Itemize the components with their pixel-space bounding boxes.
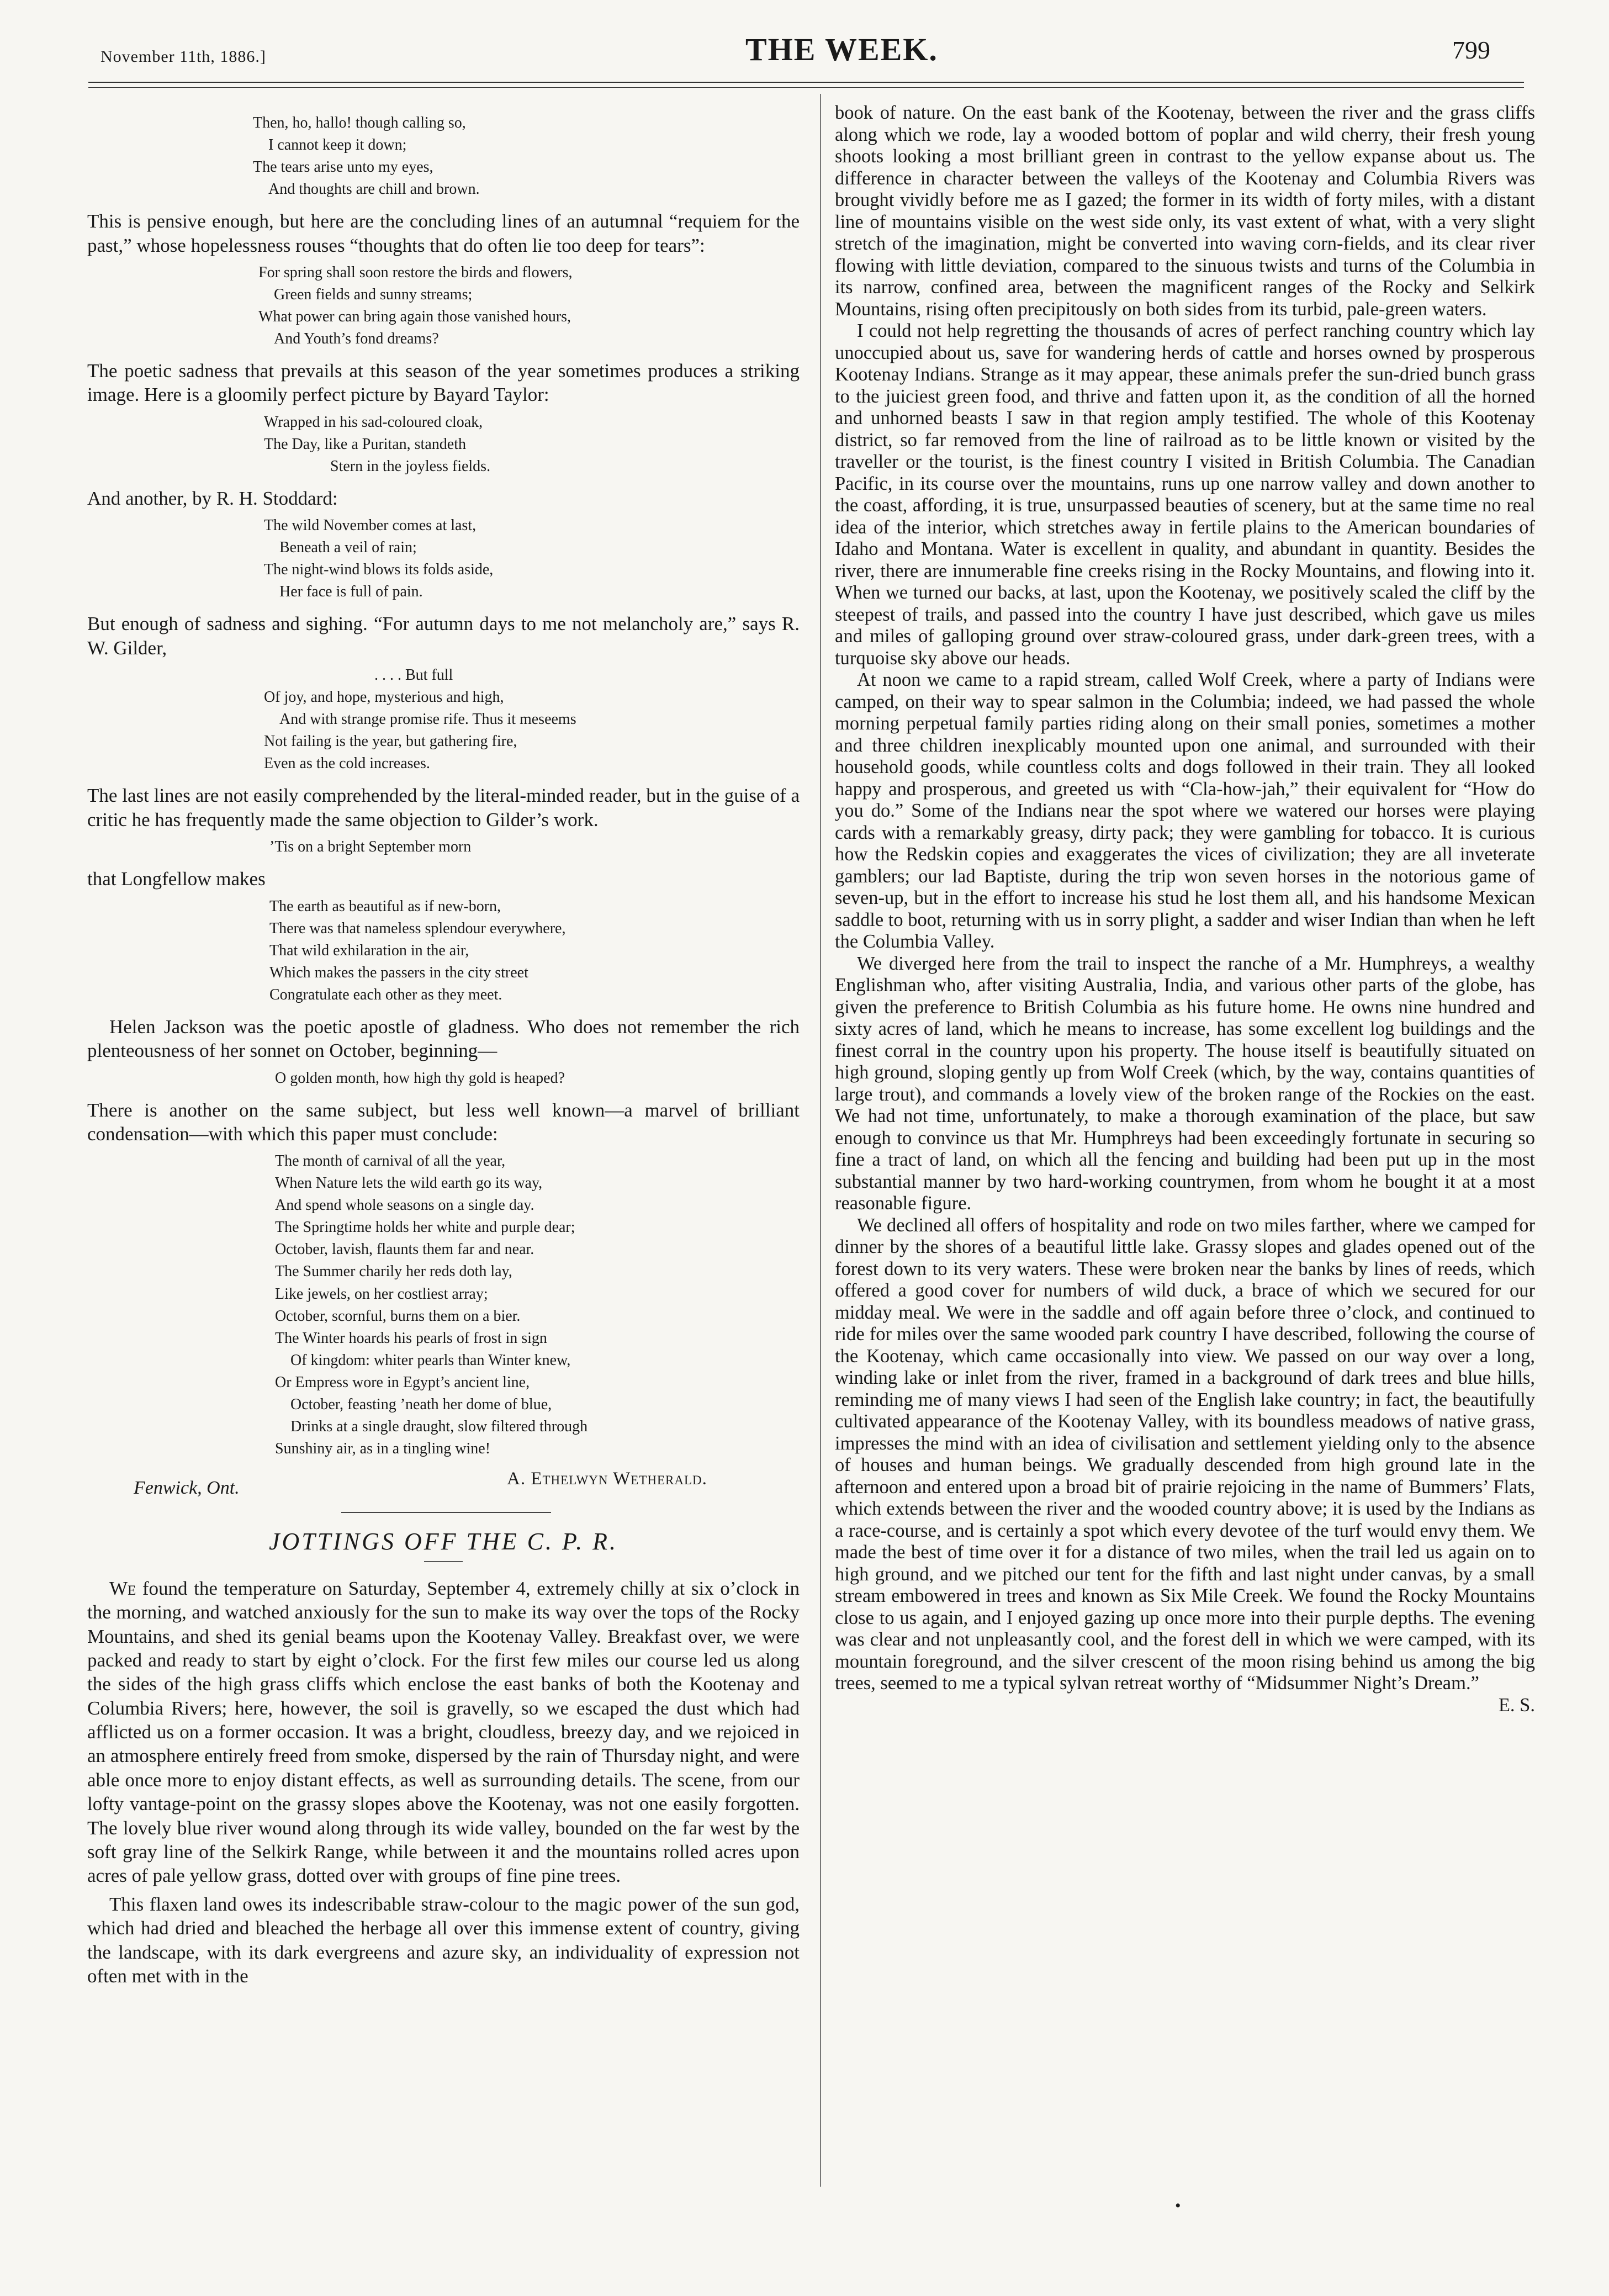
poem-line: And with strange promise rife. Thus it meseems [279, 711, 576, 728]
poem-line: What power can bring again those vanished hours, [258, 308, 571, 325]
paragraph: that Longfellow makes [87, 868, 266, 890]
paragraph: At noon we came to a rapid stream, called Wolf Creek, where a party of Indians were camped, on their way to spear salmon in the Columbia; indeed, we had passed the whole morning perpetual family parties riding along on their small ponies, sometimes a mother and three children inexplicably mounted upon one animal, and surrounded with their household goods, while countless colts and dogs followed in their train. They all looked happy and prosperous, and greeted us with “Cla-how-jah,” their equivalent for “How do you do.” Some of the Indians near the spot where we watered our horses were playing cards with a remarkably greasy, dirty pack; they were gambling for tobacco. It is curious how the Redskin copies and exaggerates the vices of civilization; they are all inveterate gamblers; our lad Baptiste, during the trip won seven horses in the notorious game of seven-up, but in the effort to increase his stud he lost them all, and his handsome Mexican saddle to boot, returning with us in sorry plight, a sadder and wiser Indian than when he left the Columbia Valley. [835, 669, 1535, 952]
poem-line: The Summer charily her reds doth lay, [275, 1263, 512, 1281]
poem-stanza [258, 262, 800, 350]
section-divider [341, 1512, 551, 1513]
signature-author: A. Ethelwyn Wetherald. [507, 1468, 707, 1489]
poem-line: Even as the cold increases. [264, 755, 430, 773]
poem-line: Stern in the joyless fields. [330, 457, 491, 475]
paragraph [87, 1576, 800, 1888]
right-column [835, 102, 1535, 1716]
poem-line: Of kingdom: whiter pearls than Winter knew, [290, 1351, 571, 1369]
column-divider [820, 94, 821, 2187]
poem-line: The Springtime holds her white and purple dear; [275, 1219, 575, 1236]
poem-line: The night-wind blows its folds aside, [264, 561, 494, 579]
masthead-title: THE WEEK. [745, 31, 938, 67]
poem-line: Green fields and sunny streams; [274, 285, 473, 303]
poem-line: The wild November comes at last, [264, 517, 477, 535]
paragraph: And another, by R. H. Stoddard: [87, 487, 338, 509]
paragraph [835, 1214, 1535, 1716]
poem-stanza [264, 411, 800, 478]
poem-line: When Nature lets the wild earth go its way, [275, 1175, 543, 1192]
signature-block [87, 1469, 800, 1502]
poem-line: . . . . But full [374, 666, 453, 684]
poem-line: October, scornful, burns them on a bier. [275, 1307, 521, 1325]
poem-line: Her face is full of pain. [279, 583, 423, 601]
header-rule [88, 82, 1524, 83]
poem-line: October, lavish, flaunts them far and near. [275, 1241, 534, 1258]
title-rule [424, 1561, 463, 1562]
poem-line: Congratulate each other as they meet. [269, 986, 502, 1003]
page-header [88, 22, 1524, 72]
paragraph: There is another on the same subject, but less well known—a marvel of brilliant condensation—with which this paper must conclude: [87, 1099, 800, 1145]
poem-line: O golden month, how high thy gold is heaped? [275, 1069, 565, 1087]
header-date: November 11th, 1886.] [100, 47, 266, 66]
poem-line: The month of carnival of all the year, [275, 1152, 506, 1170]
poem-line: And Youth’s fond dreams? [274, 330, 439, 347]
paragraph: The last lines are not easily comprehended by the literal-minded reader, but in the guise of a critic he has frequently made the same objection to Gilder’s work. [87, 785, 800, 830]
poem-line: Sunshiny air, as in a tingling wine! [275, 1440, 491, 1457]
poem-line: The Day, like a Puritan, standeth [264, 435, 466, 453]
ornament: • [1175, 2197, 1181, 2215]
lead-word: We [109, 1577, 136, 1599]
poem-line: Wrapped in his sad-coloured cloak, [264, 413, 483, 431]
poem-line: The Winter hoards his pearls of frost in sign [275, 1329, 547, 1347]
paragraph: We diverged here from the trail to inspect the ranche of a Mr. Humphreys, a wealthy Englishman who, after visiting Australia, India, and various other parts of the globe, has given the preference to British Columbia as his future home. He owns nine hundred and sixty acres of land, which he means to increase, has some excellent log buildings and the finest corral in the country upon his property. The house itself is beautifully situated on high ground, sloping gently up from Wolf Creek (which, by the way, contains quantities of large trout), and commands a lovely view of the broken range of the Rockies on the east. We had not time, unfortunately, to make a thorough examination of the place, but saw enough to convince us that Mr. Humphreys had been exceedingly fortunate in securing so fine a tract of land, on which all the fencing and building had been put up in the most substantial manner by two hard-working countrymen, from whom he bought it at a most reasonable figure. [835, 953, 1535, 1214]
poem-stanza [264, 515, 800, 603]
poem-line: There was that nameless splendour everywhere, [269, 919, 566, 937]
poem-line: That wild exhilaration in the air, [269, 941, 469, 959]
poem-stanza [253, 112, 800, 200]
poem-stanza [269, 836, 800, 858]
poem-line: Not failing is the year, but gathering fire, [264, 733, 517, 750]
paragraph: This flaxen land owes its indescribable straw-colour to the magic power of the sun god, which had dried and bleached the herbage all over this immense extent of country, giving the landscape, with its dark evergreens and azure sky, an individuality of expression not often met with in the [87, 1893, 800, 1987]
paragraph: Helen Jackson was the poetic apostle of gladness. Who does not remember the rich plenteousness of her sonnet on October, beginning— [87, 1015, 800, 1062]
poem-line: The tears arise unto my eyes, [253, 158, 433, 176]
poem-line: October, feasting ’neath her dome of blue, [290, 1395, 552, 1413]
poem-line: For spring shall soon restore the birds and flowers, [258, 263, 573, 281]
left-column [87, 102, 800, 1992]
poem-line: And thoughts are chill and brown. [268, 181, 480, 198]
page-number: 799 [1452, 36, 1490, 64]
paragraph: But enough of sadness and sighing. “For autumn days to me not melancholy are,” says R. W. Gilder, [87, 613, 800, 659]
poem-line: Which makes the passers in the city street [269, 964, 528, 981]
paragraph: book of nature. On the east bank of the Kootenay, between the river and the grass cliffs along which we rode, lay a wooded bottom of poplar and wild cherry, their fresh young shoots looking a most brilliant green in contrast to the yellow expanse about us. The difference in character between the valleys of the Kootenay and Columbia Rivers was brought vividly before me as I gazed; the former in its width of forty miles, with a distant line of mountains visible on the west side only, its vast extent of what, with a very slight stretch of the imagination, might be converted into waving corn-fields, and its clear river flowing with little deviation, compared to the sinuous twists and turns of the Columbia in its narrow, confined area, between the magnificent ranges of the Rocky and Selkirk Mountains, rising often precipitously on both sides from its turbid, pale-green waters. [835, 102, 1535, 320]
poem-stanza [269, 896, 800, 1006]
poem-line: The earth as beautiful as if new-born, [269, 897, 501, 915]
poem-line: I cannot keep it down; [268, 136, 407, 154]
poem-line: Or Empress wore in Egypt’s ancient line, [275, 1373, 530, 1391]
paragraph-text: We declined all offers of hospitality and rode on two miles farther, where we camped for dinner by the shores of a beautiful little lake. Grassy slopes and glades opened out of the forest down to its very waters. These were broken near the banks by lines of reeds, which offered a good cover for numbers of wild duck, a brace of which we secured for our midday meal. We were in the saddle and off again before three o’clock, and continued to ride for miles over the same wooded park country I have described, following the course of the Kootenay, which came occasionally into view. We passed on our way over a long, winding lake or inlet from the river, framed in a background of dark trees and blue hills, reminding me of many views I had seen of the English lake country; in fact, the beautifully cultivated appearance of the Kootenay Valley, with its boundless meadows of native grass, impresses the mind with an idea of civilisation and settlement yielding only to the absence of houses and human beings. We gradually descended from high ground late in the afternoon and entered upon a broad bit of prairie rejoicing in the name of Bummers’ Flats, which extends between the river and the wooded country above; it is used by the Indians as a race-course, and is certainly a spot which every devotee of the turf would envy them. We made the best of time over it for a distance of two miles, when the trail led us again on to high ground, and we pitched our tent for the fifth and last night under canvas, by a small stream embowered in trees and known as Six Mile Creek. We found the Rocky Mountains close to us again, and I enjoyed gazing up once more into their purple depths. The evening was clear and not unpleasantly cool, and the forest dell in which we were camped, with its mountain foreground, and the silver crescent of the moon rising behind us among the big trees, seemed to me a typical sylvan retreat worthy of “Midsummer Night’s Dream.” [835, 1214, 1535, 1694]
poem-line: Beneath a veil of rain; [279, 539, 417, 557]
sonnet [275, 1150, 800, 1459]
author-initials: E. S. [1498, 1694, 1535, 1716]
poem-stanza [275, 1067, 800, 1089]
poem-line: Then, ho, hallo! though calling so, [253, 114, 466, 131]
poem-line: Drinks at a single draught, slow filtered through [290, 1417, 588, 1435]
header-rule-thin [88, 87, 1524, 88]
paragraph-text: found the temperature on Saturday, September 4, extremely chilly at six o’clock in the morning, and watched anxiously for the sun to make its way over the tops of the Rocky Mountains, and shed its genial beams upon the Kootenay Valley. Breakfast over, we were packed and ready to start by eight o’clock. For the first few miles our course led us along the sides of the high grass cliffs which enclose the east banks of both the Kootenay and Columbia Rivers; here, however, the soil is gravelly, so we escaped the dust which had afflicted us on a former occasion. It was a bright, cloudless, breezy day, and we rejoiced in an atmosphere entirely freed from smoke, dispersed by the rain of Thursday night, and were able once more to enjoy distant effects, as well as surrounding details. The scene, from our lofty vantage-point on the grassy slopes above the Kootenay, was not one easily forgotten. The lovely blue river wound along through its wide valley, bounded on the far west by the soft gray line of the Selkirk Range, while between it and the mountains rolled acres upon acres of pale yellow grass, dotted over with groups of fine pine trees. [87, 1577, 800, 1887]
poem-line: Of joy, and hope, mysterious and high, [264, 689, 504, 706]
paragraph: I could not help regretting the thousands of acres of perfect ranching country which lay unoccupied about us, save for wandering herds of cattle and horses owned by prosperous Kootenay Indians. Strange as it may appear, these animals prefer the sun-dried bunch grass to the juiciest green food, and thrive and fatten upon it, as the condition of all the horned and unhorned beasts I saw in that region amply testified. The whole of this Kootenay district, so far removed from the line of railroad as to be little known or visited by the traveller or the tourist, is the finest country I visited in British Columbia. The Canadian Pacific, in its course over the mountains, runs up one narrow valley and down another to the coast, affording, it is true, unsurpassed beauties of scenery, but at the same time no real idea of the interior, which stretches away in fertile plains to the American boundaries of Idaho and Montana. Water is excellent in quality, and abundant in quantity. Besides the river, there are innumerable fine creeks rising in the Rocky Mountains, and flowing into it. When we turned our backs, at last, upon the Kootenay, we positively scaled the cliff by the steepest of trails, and passed into the country I have just described, which gave us miles and miles of galloping ground over straw-coloured grass, under dark-green trees, with a turquoise sky above our heads. [835, 320, 1535, 669]
article-title: JOTTINGS OFF THE C. P. R. [268, 1527, 618, 1555]
paragraph: The poetic sadness that prevails at this season of the year sometimes produces a striking image. Here is a gloomily perfect picture by Bayard Taylor: [87, 360, 800, 406]
poem-line: Like jewels, on her costliest array; [275, 1285, 488, 1303]
poem-line: ’Tis on a bright September morn [269, 838, 472, 856]
poem-line: And spend whole seasons on a single day. [275, 1197, 534, 1214]
poem-stanza [264, 664, 800, 775]
paragraph: This is pensive enough, but here are the concluding lines of an autumnal “requiem for the past,” whose hopelessness rouses “thoughts that do often lie too deep for tears”: [87, 210, 800, 256]
signature-place: Fenwick, Ont. [134, 1477, 240, 1498]
